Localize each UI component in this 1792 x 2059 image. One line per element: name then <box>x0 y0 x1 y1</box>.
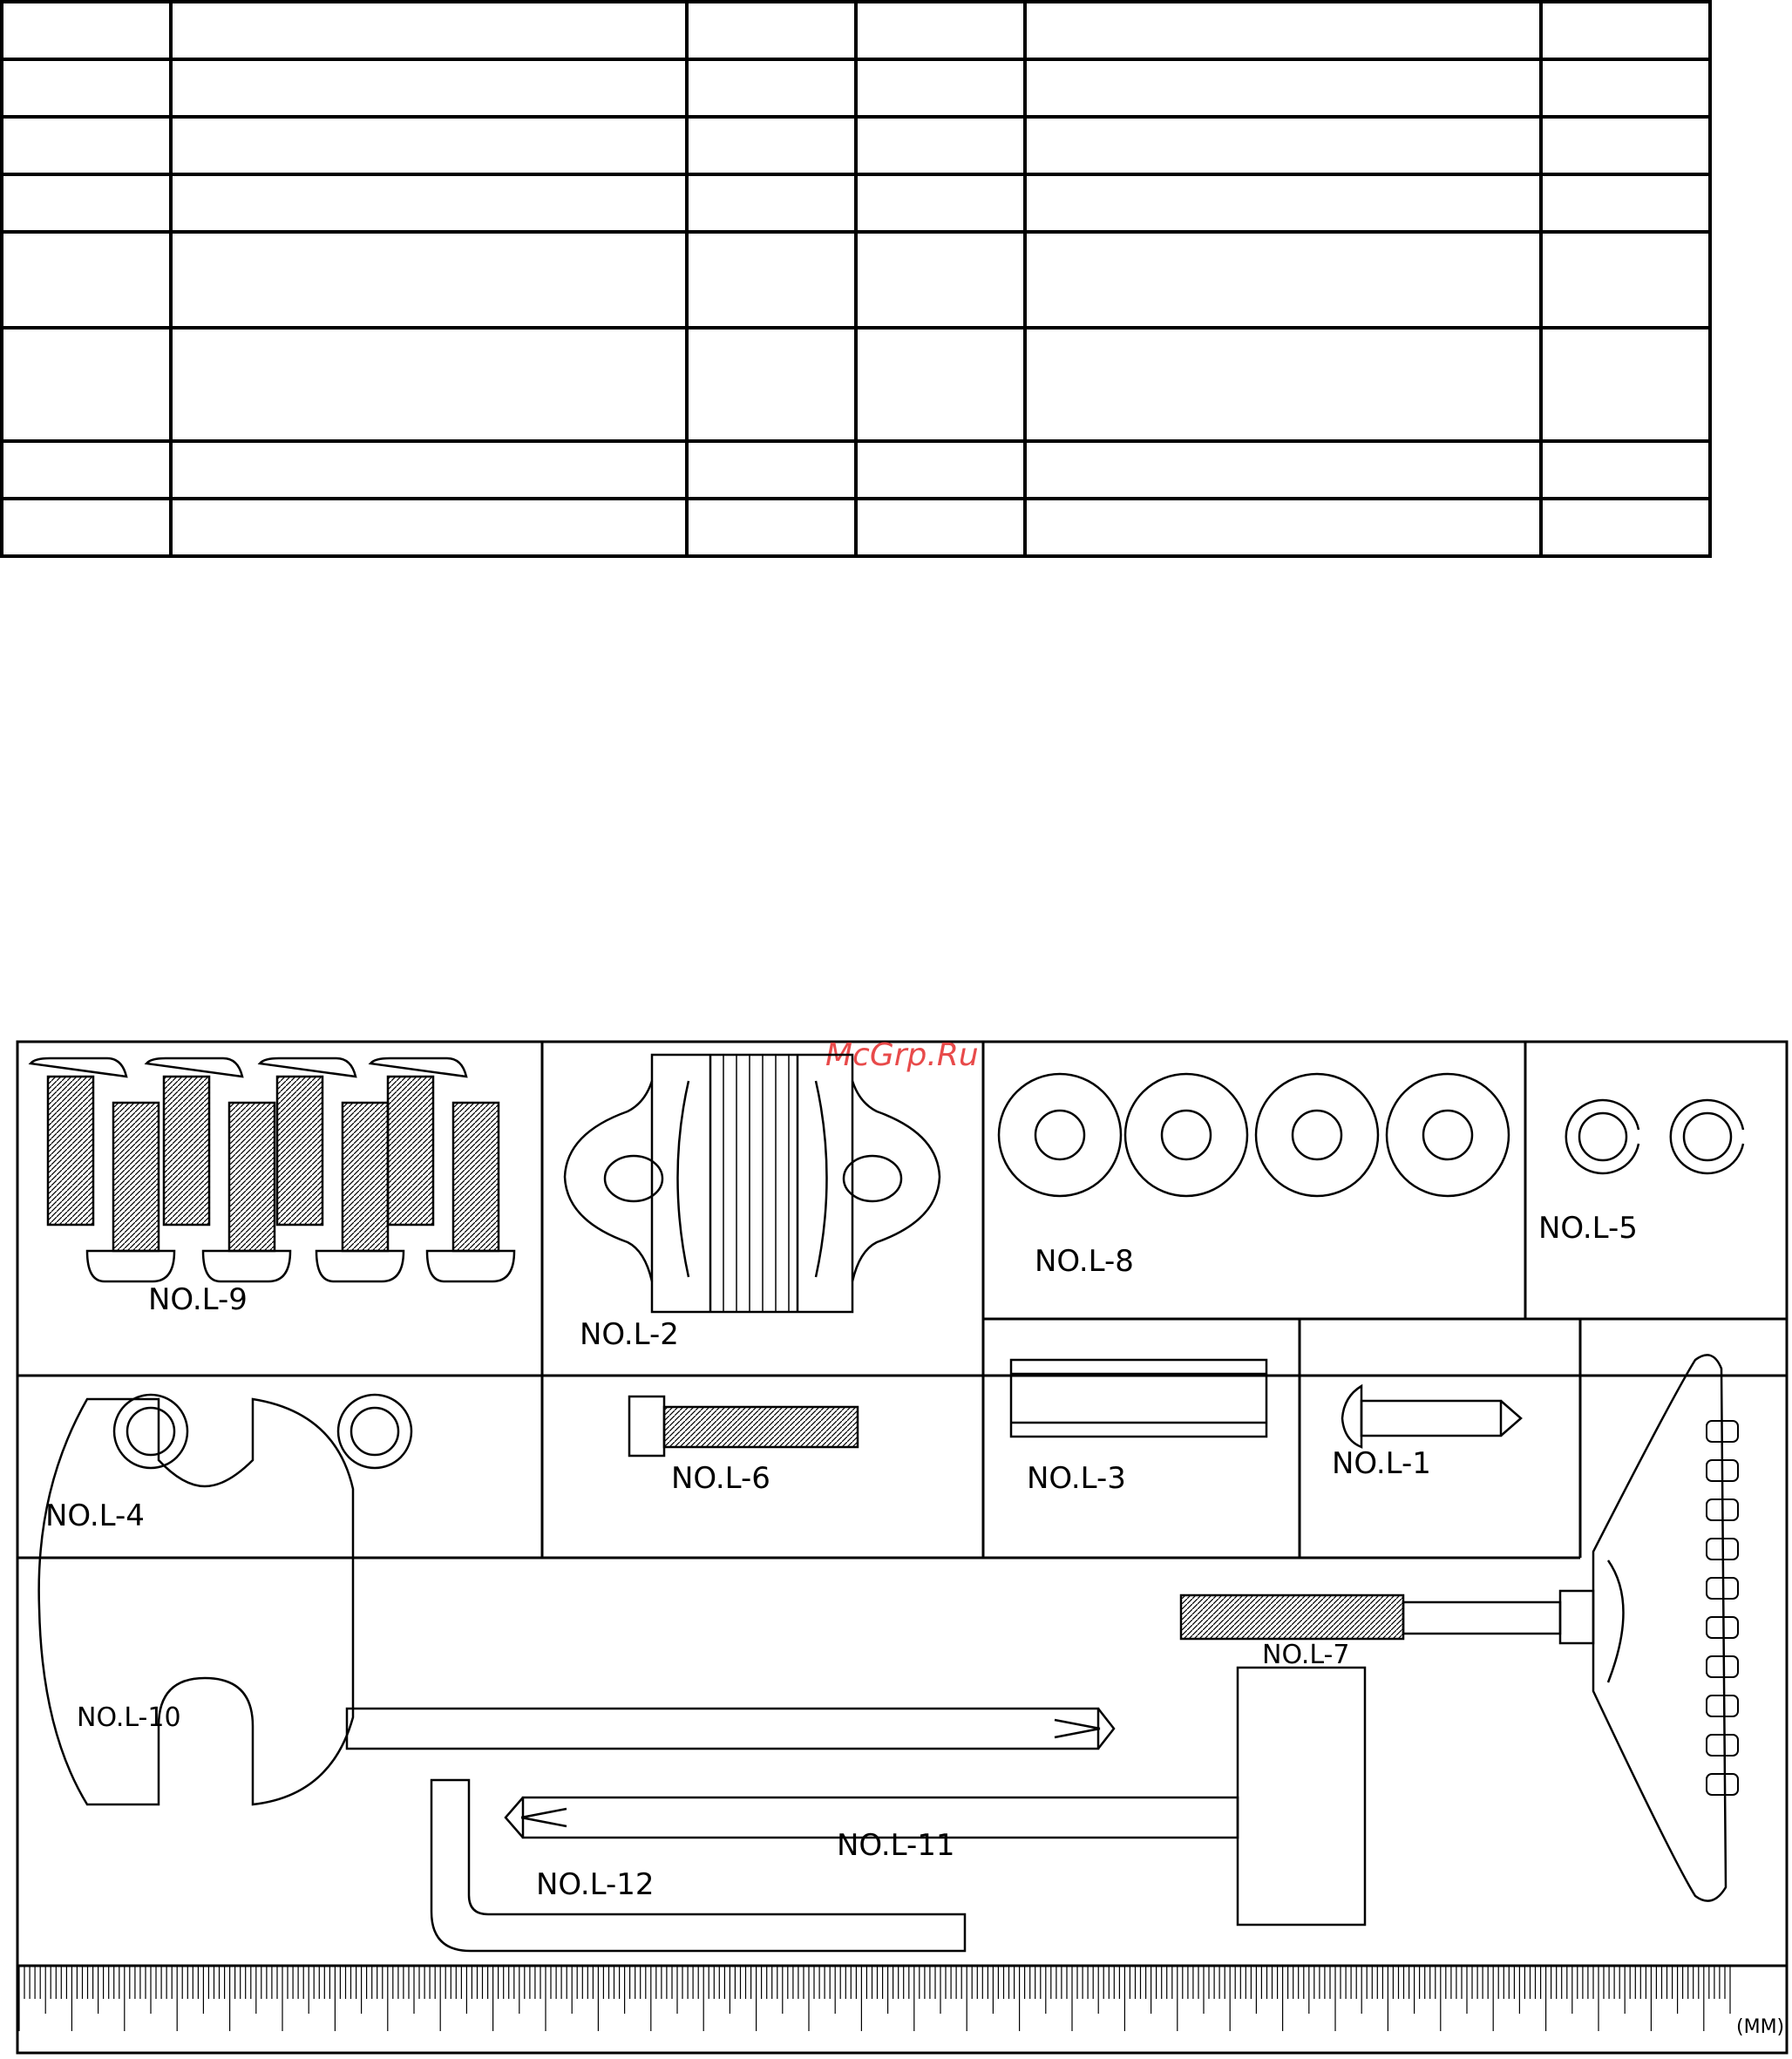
table-cell <box>856 328 1025 441</box>
table-row <box>2 59 1710 117</box>
table-cell <box>1025 59 1541 117</box>
hardware-diagram <box>0 1029 1792 2057</box>
table-cell <box>687 117 856 174</box>
table-cell <box>856 174 1025 232</box>
part-l6-bolt-icon <box>629 1396 858 1456</box>
table-cell <box>687 174 856 232</box>
table-cell <box>687 441 856 499</box>
table-row <box>2 2 1710 59</box>
table-cell <box>856 2 1025 59</box>
label-l11: NO.L-11 <box>837 1828 955 1863</box>
label-l6: NO.L-6 <box>671 1461 770 1496</box>
table-cell <box>856 499 1025 556</box>
table-cell <box>1025 2 1541 59</box>
table-cell <box>2 232 171 328</box>
part-l10-screwdriver-icon <box>39 1399 1114 1804</box>
table-cell <box>856 59 1025 117</box>
parts-table <box>0 0 1712 558</box>
table-cell <box>2 328 171 441</box>
table-cell <box>2 441 171 499</box>
table-cell <box>856 441 1025 499</box>
ruler-unit-label: (MM) <box>1736 2016 1785 2038</box>
table-cell <box>1541 232 1710 328</box>
table-cell <box>687 328 856 441</box>
label-l1: NO.L-1 <box>1332 1446 1431 1481</box>
table-row <box>2 174 1710 232</box>
table-cell <box>2 499 171 556</box>
table-cell <box>1025 441 1541 499</box>
part-l3-spacer-icon <box>1011 1360 1266 1437</box>
table-cell <box>687 2 856 59</box>
table-cell <box>1541 328 1710 441</box>
part-l12-hex-key-icon <box>431 1780 965 1951</box>
table-row <box>2 441 1710 499</box>
table-cell <box>171 328 687 441</box>
label-l8: NO.L-8 <box>1035 1244 1134 1279</box>
part-l5-spring-washers-icon <box>1566 1100 1743 1173</box>
mm-ruler <box>17 1966 1787 2031</box>
table-cell <box>687 499 856 556</box>
table-cell <box>171 499 687 556</box>
table-cell <box>2 2 171 59</box>
table-cell <box>1025 328 1541 441</box>
table-row <box>2 328 1710 441</box>
label-l10: NO.L-10 <box>77 1702 181 1733</box>
label-l4: NO.L-4 <box>45 1498 145 1533</box>
table-cell <box>2 174 171 232</box>
table-cell <box>2 117 171 174</box>
label-l12: NO.L-12 <box>536 1867 655 1902</box>
table-cell <box>1541 174 1710 232</box>
part-l1-screw-icon <box>1342 1386 1521 1447</box>
part-l2-bracket-icon <box>565 1055 940 1312</box>
table-cell <box>2 59 171 117</box>
watermark-text: McGrp.Ru <box>825 1037 979 1073</box>
table-row <box>2 232 1710 328</box>
table-cell <box>171 441 687 499</box>
table-cell <box>171 174 687 232</box>
table-cell <box>1541 499 1710 556</box>
table-cell <box>1541 117 1710 174</box>
table-cell <box>1025 117 1541 174</box>
table-cell <box>171 59 687 117</box>
table-cell <box>1541 441 1710 499</box>
table-row <box>2 499 1710 556</box>
part-l8-washers-icon <box>999 1074 1509 1196</box>
label-l5: NO.L-5 <box>1538 1211 1638 1246</box>
table-cell <box>1541 2 1710 59</box>
part-l9-bolts-icon <box>31 1058 514 1281</box>
label-l7: NO.L-7 <box>1262 1640 1350 1670</box>
label-l9: NO.L-9 <box>148 1282 248 1317</box>
table-cell <box>1025 499 1541 556</box>
table-cell <box>856 117 1025 174</box>
table-cell <box>856 232 1025 328</box>
table-cell <box>171 2 687 59</box>
table-cell <box>1025 232 1541 328</box>
label-l3: NO.L-3 <box>1027 1461 1126 1496</box>
ruler-ticks <box>19 1966 1730 2031</box>
label-l2: NO.L-2 <box>580 1317 679 1352</box>
table-cell <box>687 59 856 117</box>
table-cell <box>1025 174 1541 232</box>
table-cell <box>1541 59 1710 117</box>
table-cell <box>171 117 687 174</box>
table-cell <box>171 232 687 328</box>
table-cell <box>687 232 856 328</box>
table-row <box>2 117 1710 174</box>
